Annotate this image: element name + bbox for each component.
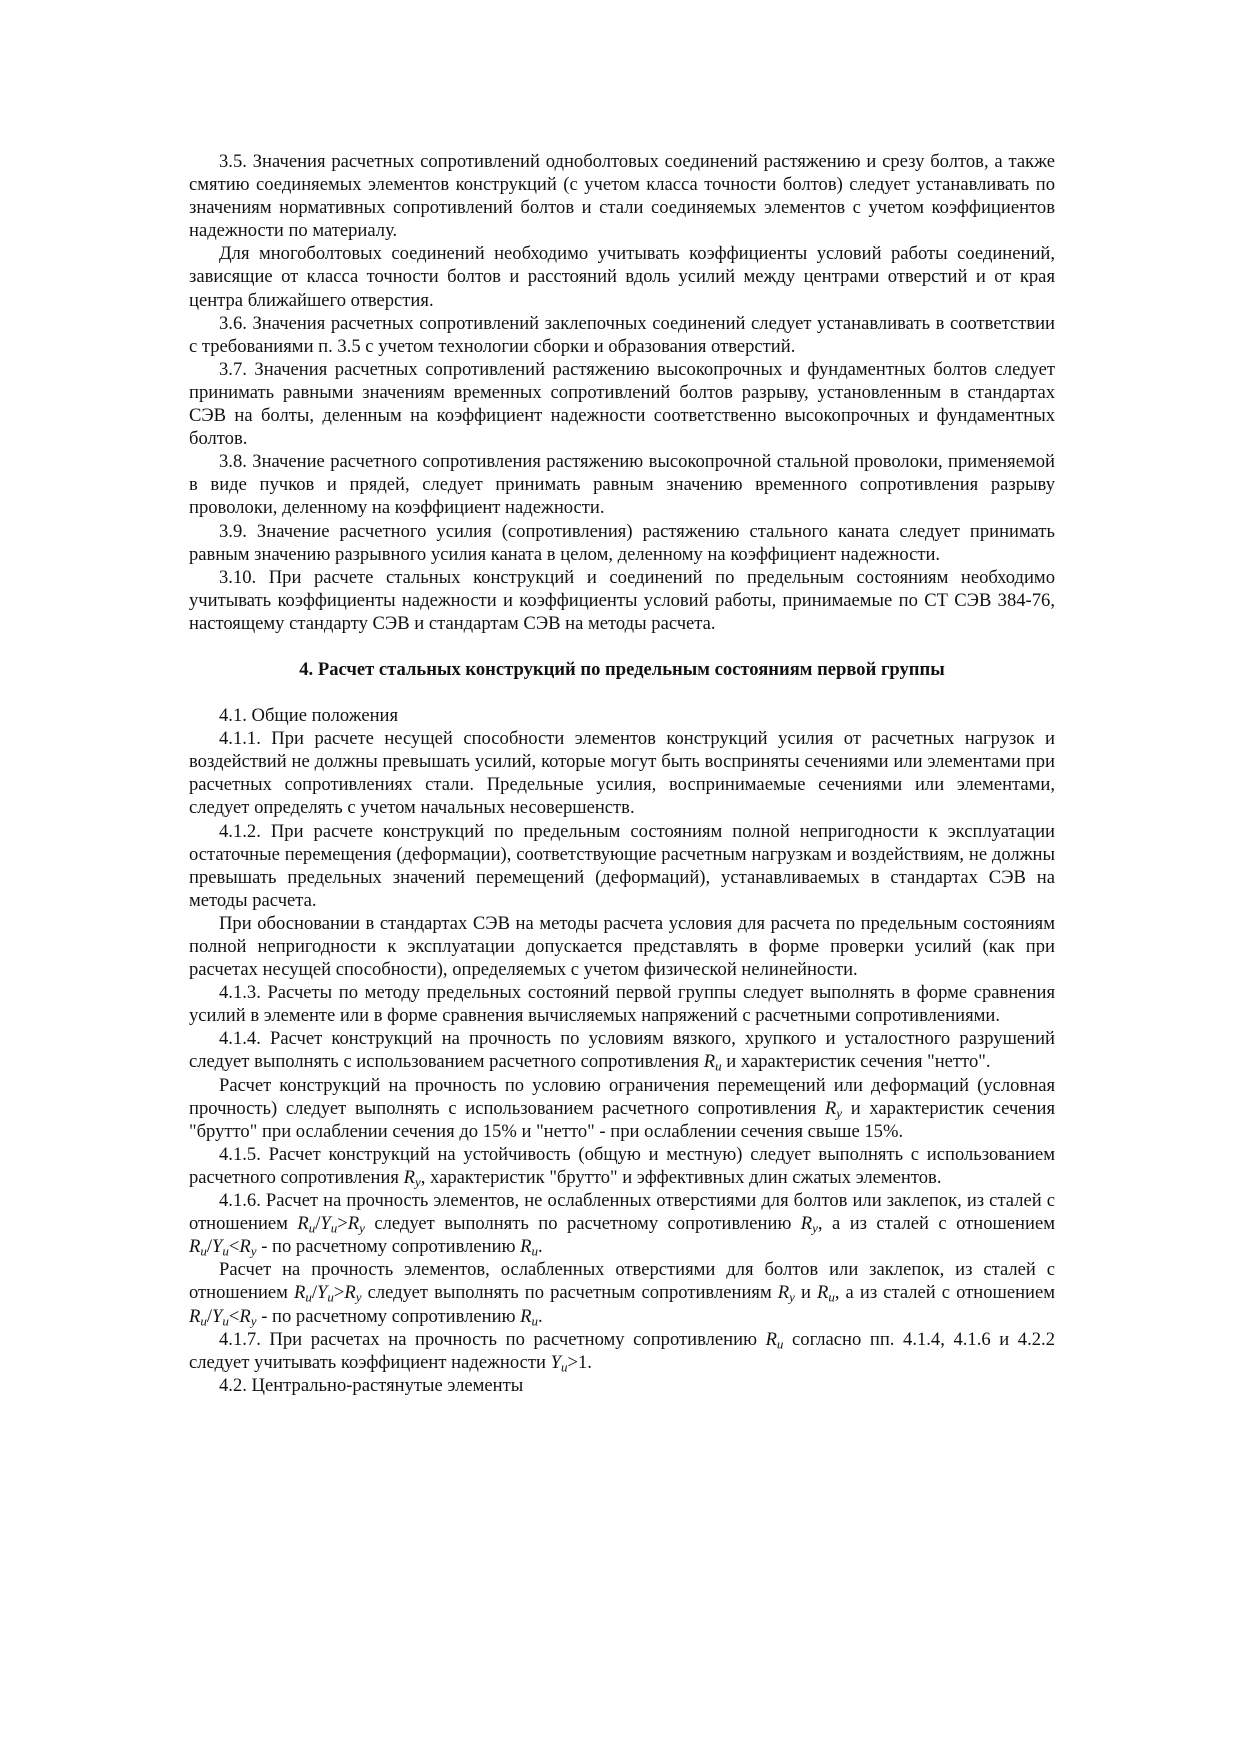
paragraph-4-1-5: 4.1.5. Расчет конструкций на устойчивость (общую и местную) следует выполнять с использованием расчетного сопротивления $R_y$, характеристик "брутто" и эффективных длин сжатых элементов.	[189, 1143, 1055, 1190]
section-4-paragraphs	[189, 704, 1055, 1397]
paragraph-4-2: 4.2. Центрально-растянутые элементы	[219, 1374, 524, 1396]
paragraph-4-1-3: 4.1.3. Расчеты по методу предельных состояний первой группы следует выполнять в форме сравнения усилий в элементе или в форме сравнения вычисляемых напряжений с расчетными сопротивлениями.	[189, 982, 1055, 1027]
section-4-heading: 4. Расчет стальных конструкций по предельным состояниям первой группы	[299, 658, 945, 680]
paragraph-4-1-2-justification: При обосновании в стандартах СЭВ на методы расчета условия для расчета по предельным состояниям полной непригодности к эксплуатации допускается представлять в форме проверки усилий (как при расчетах несущей способности), определяемых с учетом физической нелинейности.	[189, 912, 1055, 981]
paragraph-3-5: 3.5. Значения расчетных сопротивлений одноболтовых соединений растяжению и срезу болтов, а также смятию соединяемых элементов конструкций (с учетом класса точности болтов) следует устанавливать по значениям нормативных сопротивлений болтов и стали соединяемых элементов с учетом коэффициентов надежности по материалу.	[189, 151, 1055, 242]
paragraph-3-9: 3.9. Значение расчетного усилия (сопротивления) растяжению стального каната следует принимать равным значению разрывного усилия каната в целом, деленному на коэффициент надежности.	[189, 520, 1055, 565]
paragraph-4-1-2: 4.1.2. При расчете конструкций по предельным состояниям полной непригодности к эксплуатации остаточные перемещения (деформации), соответствующие расчетным нагрузкам и воздействиям, не должны превышать предельных значений перемещений (деформаций), устанавливаемых в стандартах СЭВ на методы расчета.	[189, 820, 1055, 911]
document-page	[189, 150, 1055, 1397]
paragraph-3-7: 3.7. Значения расчетных сопротивлений растяжению высокопрочных и фундаментных болтов следует принимать равными значениям временных сопротивлений болтов разрыву, установленным в стандартах СЭВ на болты, деленным на коэффициент надежности соответственно высокопрочных и фундаментных болтов.	[189, 358, 1055, 450]
section-3-paragraphs	[189, 150, 1055, 635]
paragraph-3-6: 3.6. Значения расчетных сопротивлений заклепочных соединений следует устанавливать в соответствии с требованиями п. 3.5 с учетом технологии сборки и образования отверстий.	[189, 312, 1055, 357]
paragraph-4-1-6-weakened: Расчет на прочность элементов, ослабленных отверстиями для болтов или заклепок, из сталей с отношением $R_u/Y_u>R_y$ следует выполнять по расчетным сопротивлениям $R_y$ и $R_u$, а из сталей с отношением $R_u/Y_u<R_y$ - по расчетному сопротивлению $R_u$.	[189, 1259, 1055, 1328]
paragraph-4-1-4-conditional: Расчет конструкций на прочность по условию ограничения перемещений или деформаций (условная прочность) следует выполнять с использованием расчетного сопротивления $R_y$ и характеристик сечения "брутто" при ослаблении сечения до 15% и "нетто" - при ослаблении сечения свыше 15%.	[189, 1074, 1055, 1142]
paragraph-4-1-7: 4.1.7. При расчетах на прочность по расчетному сопротивлению $R_u$ согласно пп. 4.1.4, 4.1.6 и 4.2.2 следует учитывать коэффициент надежности $Y_u>1$.	[189, 1328, 1055, 1374]
paragraph-4-1: 4.1. Общие положения	[219, 705, 399, 727]
paragraph-4-1-6: 4.1.6. Расчет на прочность элементов, не ослабленных отверстиями для болтов или заклепок, из сталей с отношением $R_u/Y_u>R_y$ следует выполнять по расчетному сопротивлению $R_y$, а из сталей с отношением $R_u/Y_u<R_y$ - по расчетному сопротивлению $R_u$.	[189, 1190, 1055, 1259]
paragraph-4-1-4: 4.1.4. Расчет конструкций на прочность по условиям вязкого, хрупкого и усталостного разрушений следует выполнять с использованием расчетного сопротивления $R_u$ и характеристик сечения "нетто".	[189, 1028, 1055, 1074]
paragraph-4-1-1: 4.1.1. При расчете несущей способности элементов конструкций усилия от расчетных нагрузок и воздействий не должны превышать усилий, которые могут быть восприняты сечениями или элементами при расчетных сопротивлениях стали. Предельные усилия, воспринимаемые сечениями или элементами, следует определять с учетом начальных несовершенств.	[189, 728, 1055, 819]
paragraph-3-5-multibolt: Для многоболтовых соединений необходимо учитывать коэффициенты условий работы соединений, зависящие от класса точности болтов и расстояний вдоль усилий между центрами отверстий и от края центра ближайшего отверстия.	[189, 243, 1055, 311]
paragraph-3-10: 3.10. При расчете стальных конструкций и соединений по предельным состояниям необходимо учитывать коэффициенты надежности и коэффициенты условий работы, принимаемые по СТ СЭВ 384-76, настоящему стандарту СЭВ и стандартам СЭВ на методы расчета.	[189, 566, 1055, 634]
paragraph-3-8: 3.8. Значение расчетного сопротивления растяжению высокопрочной стальной проволоки, применяемой в виде пучков и прядей, следует принимать равным значению временного сопротивления разрыву проволоки, деленному на коэффициент надежности.	[189, 451, 1055, 519]
